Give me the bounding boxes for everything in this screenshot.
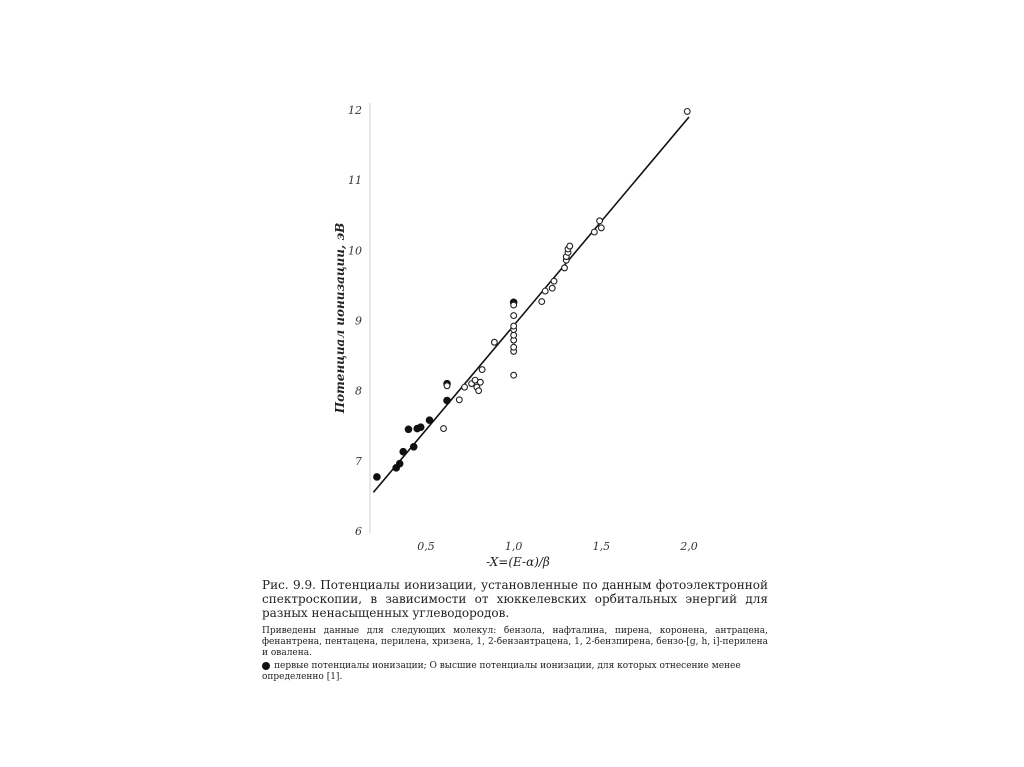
filled-data-point (405, 426, 412, 433)
open-data-point (511, 302, 517, 308)
open-data-point (539, 299, 545, 305)
filled-data-point (410, 444, 417, 451)
open-data-point (491, 339, 497, 345)
x-tick-label: 0,5 (417, 540, 435, 553)
data-points (374, 109, 691, 481)
open-data-point (511, 372, 517, 378)
y-tick-label: 6 (355, 525, 362, 538)
open-data-point (567, 243, 573, 249)
y-tick-label: 12 (348, 104, 362, 117)
y-tick-label: 7 (355, 454, 362, 468)
filled-data-point (396, 460, 403, 467)
open-data-point (542, 288, 548, 294)
open-data-point (477, 379, 483, 385)
x-tick-label: 1,5 (592, 540, 611, 553)
open-data-point (562, 265, 568, 271)
filled-data-point (426, 417, 433, 424)
y-tick-labels (348, 104, 362, 538)
open-data-point (462, 384, 468, 390)
y-tick-label: 8 (355, 384, 362, 398)
open-data-point (476, 388, 482, 394)
y-tick-label: 10 (348, 244, 362, 258)
open-data-point (479, 367, 485, 373)
x-axis-label: -X=(E-α)/β (486, 555, 550, 569)
open-data-point (511, 323, 517, 329)
open-data-point (511, 313, 517, 319)
open-data-point (551, 278, 557, 284)
open-data-point (511, 332, 517, 338)
filled-circle-marker-icon (262, 662, 270, 670)
x-tick-label: 1,0 (504, 540, 523, 553)
open-data-point (597, 218, 603, 224)
filled-data-point (417, 424, 424, 431)
caption-legend (262, 661, 768, 683)
open-data-point (511, 344, 517, 350)
filled-data-point (400, 448, 407, 455)
open-data-point (591, 229, 597, 235)
open-data-point (441, 426, 447, 432)
open-data-point (444, 383, 450, 389)
y-tick-label: 11 (348, 174, 362, 188)
caption-legend-text: первые потенциалы ионизации; О высшие потенциалы ионизации, для которых отнесение менее определенно [1]. (262, 661, 741, 682)
x-tick-label: 2,0 (680, 540, 698, 553)
fit-line (373, 117, 689, 492)
open-data-point (549, 285, 555, 291)
open-data-point (684, 109, 690, 115)
caption-title: Рис. 9.9. Потенциалы ионизации, установленные по данным фотоэлектронной спектроскопии, в зависимости от хюккелевских орбитальных энергий для разных ненасыщенных углеводородов. (262, 578, 768, 620)
figure-caption (262, 578, 768, 683)
y-axis-label: Потенциал ионизации, эВ (333, 222, 347, 414)
open-data-point (598, 225, 604, 231)
caption-note: Приведены данные для следующих молекул: бензола, нафталина, пирена, коронена, антрацена, фенантрена, пентацена, перилена, хризена, 1, 2-бензантрацена, 1, 2-бензпирена, бензо-[g, h, i]-перилена и овалена. (262, 626, 768, 658)
open-data-point (456, 397, 462, 403)
x-tick-labels (417, 540, 698, 553)
filled-data-point (444, 397, 451, 404)
y-tick-label: 9 (355, 314, 362, 328)
filled-data-point (374, 474, 381, 481)
